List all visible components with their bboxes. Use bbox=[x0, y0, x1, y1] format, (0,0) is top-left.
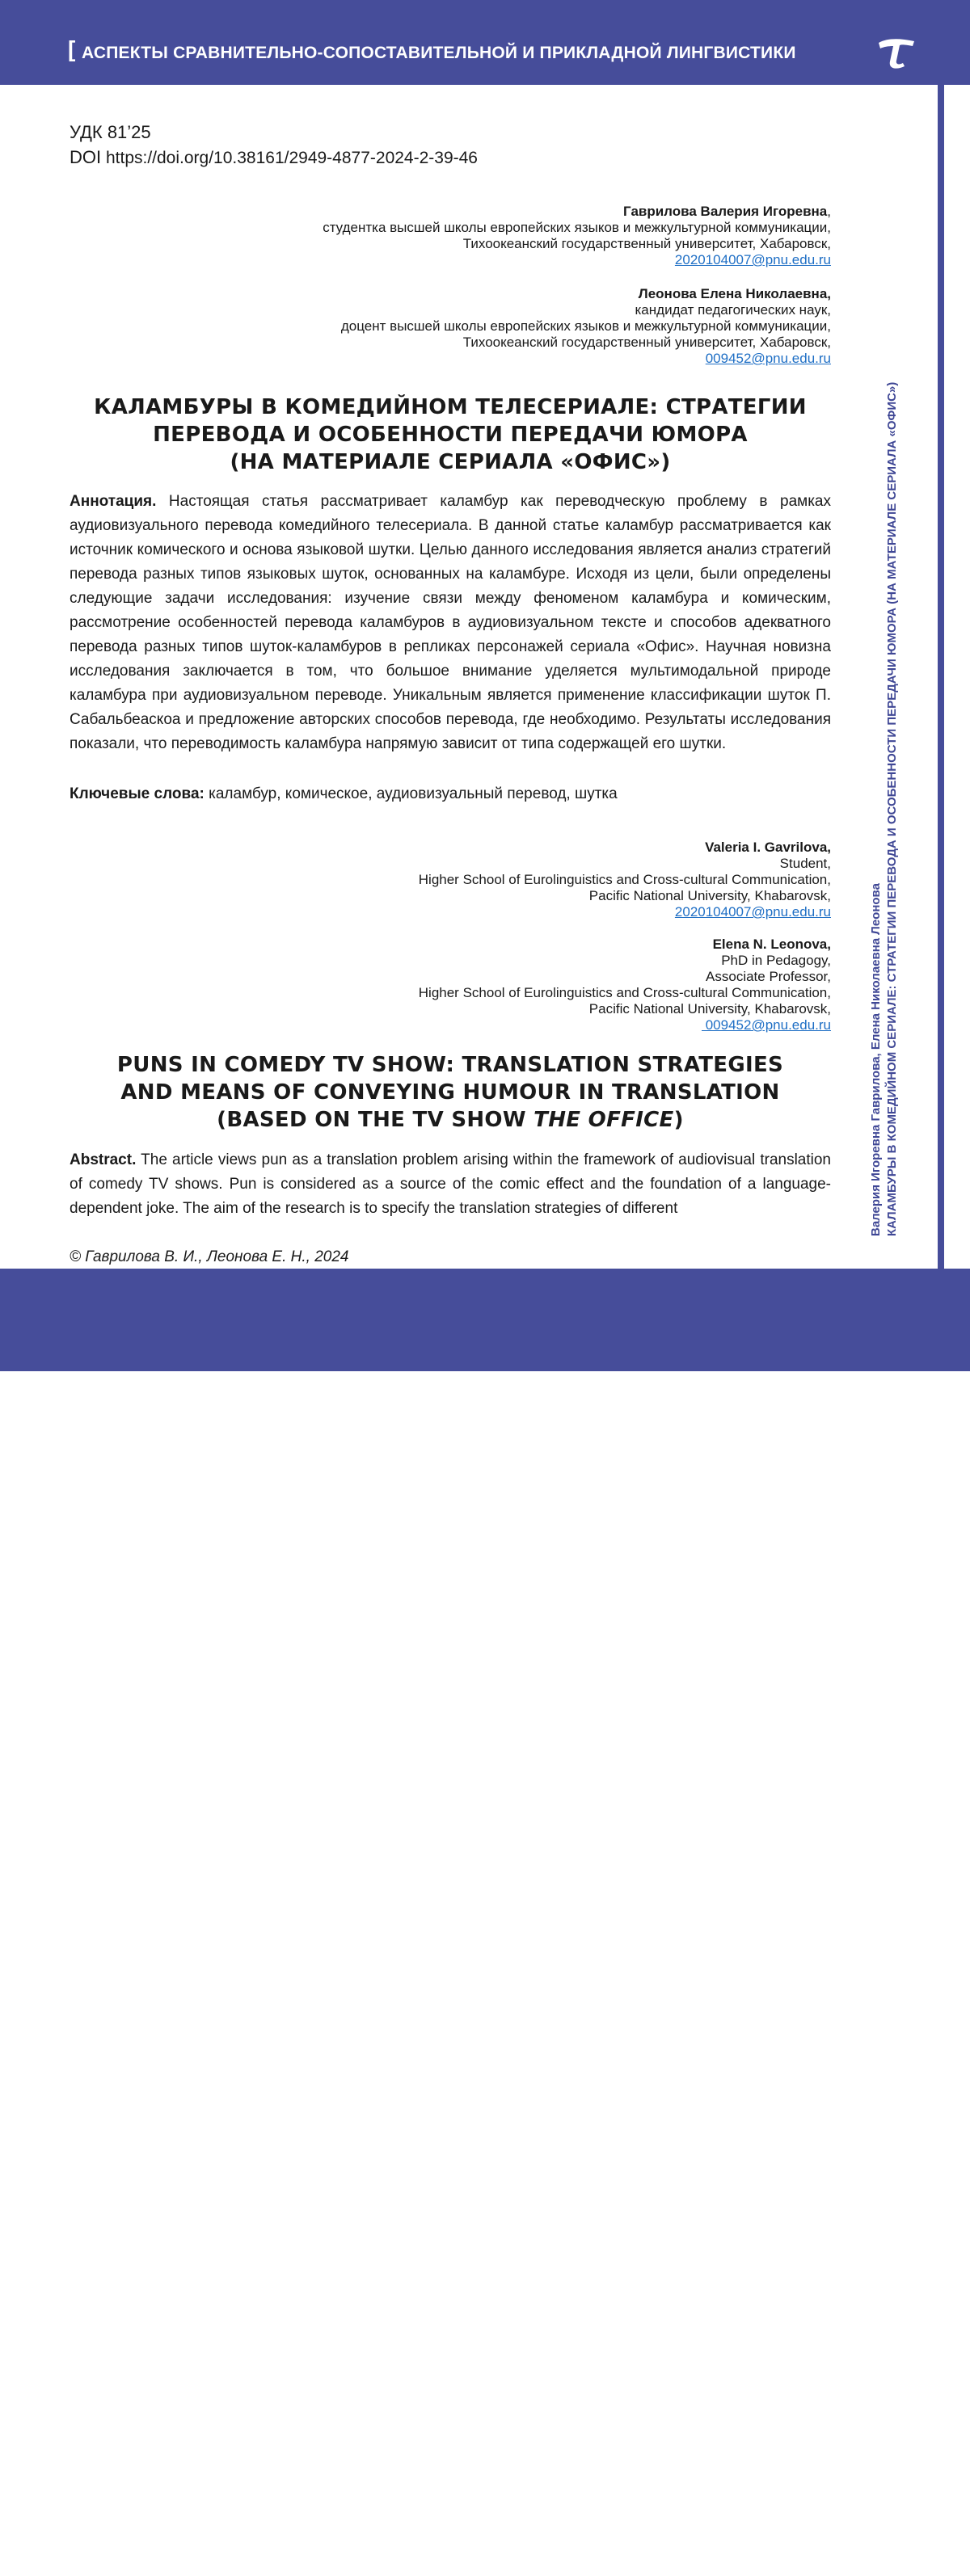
title-line-prefix: (BASED ON THE TV SHOW bbox=[217, 1108, 534, 1132]
author-name-comma: , bbox=[827, 204, 831, 219]
author-name: Леонова Елена Николаевна, bbox=[638, 286, 831, 301]
running-header-title: КАЛАМБУРЫ В КОМЕДИЙНОМ СЕРИАЛЕ: СТРАТЕГИИ ПЕРЕВОДА И ОСОБЕННОСТИ ПЕРЕДАЧИ ЮМОРА (НА МАТЕРИАЛЕ СЕРИАЛА «ОФИС») bbox=[885, 381, 899, 1236]
author-name: Elena N. Leonova, bbox=[712, 937, 831, 952]
running-header-authors: Валерия Игоревна Гаврилова, Елена Николаевна Леонова bbox=[869, 883, 883, 1236]
author-affiliation: Тихоокеанский государственный университет, Хабаровск, bbox=[462, 335, 831, 350]
author-email-link[interactable]: 2020104007@pnu.edu.ru bbox=[674, 904, 831, 920]
author-ru-2 bbox=[341, 286, 831, 367]
journal-footer-bar bbox=[0, 1269, 970, 2575]
title-line: КАЛАМБУРЫ В КОМЕДИЙНОМ ТЕЛЕСЕРИАЛЕ: СТРАТЕГИИ bbox=[94, 395, 807, 419]
author-en-2 bbox=[419, 937, 831, 1033]
abstract-ru bbox=[70, 490, 831, 756]
page-number: 39 bbox=[897, 2555, 917, 2575]
abstract-label: Аннотация. bbox=[70, 493, 157, 510]
author-affiliation: Higher School of Eurolinguistics and Cross-cultural Communication, bbox=[418, 872, 831, 887]
author-ru-1 bbox=[323, 204, 831, 268]
author-affiliation: Pacific National University, Khabarovsk, bbox=[588, 1001, 831, 1017]
author-affiliation: Pacific National University, Khabarovsk, bbox=[588, 888, 831, 903]
title-line: PUNS IN COMEDY TV SHOW: TRANSLATION STRATEGIES bbox=[116, 1053, 784, 1077]
author-email-link[interactable]: 2020104007@pnu.edu.ru bbox=[674, 252, 831, 267]
right-margin-rule bbox=[938, 85, 944, 1269]
keywords-text: каламбур, комическое, аудиовизуальный перевод, шутка bbox=[204, 785, 618, 802]
title-line: AND MEANS OF CONVEYING HUMOUR IN TRANSLATION bbox=[120, 1080, 780, 1105]
doi-label: DOI bbox=[70, 147, 102, 167]
vertical-running-header bbox=[868, 307, 909, 1236]
author-affiliation: студентка высшей школы европейских языков и межкультурной коммуникации, bbox=[323, 220, 831, 235]
doi-line bbox=[70, 149, 478, 166]
title-line-suffix: ) bbox=[673, 1108, 684, 1132]
doi-link[interactable]: https://doi.org/10.38161/2949-4877-2024-2-39-46 bbox=[105, 149, 478, 167]
title-line: ПЕРЕВОДА И ОСОБЕННОСТИ ПЕРЕДАЧИ ЮМОРА bbox=[153, 423, 748, 447]
author-name: Valeria I. Gavrilova, bbox=[705, 840, 831, 855]
abstract-text: Настоящая статья рассматривает каламбур как переводческую проблему в рамках аудиовизуального перевода комедийного телесериала. В данной статье каламбур рассматривается как источник комического и основа языковой шутки. Целью данного исследования является анализ стратегий перевода разных типов языковых шуток, основанных на каламбуре. Исходя из цели, были определены следующие задачи исследования: изучение связи между феноменом каламбура и комическим, рассмотрение особенностей перевода каламбуров в аудиовизуальном тексте и способов адекватного перевода разных типов шуток-каламбуров в репликах персонажей сериала «Офис». Научная новизна исследования заключается в том, что большое внимание уделяется мультимодальной природе каламбура при аудиовизуальном переводе. Уникальным является применение классификации шуток П. Сабальбеаскоа и предложение авторских способов перевода, где необходимо. Результаты исследования показали, что переводимость каламбура напрямую зависит от типа содержащей его шутки. bbox=[70, 493, 831, 752]
author-name: Гаврилова Валерия Игоревна bbox=[623, 204, 828, 219]
author-degree: PhD in Pedagogy, bbox=[721, 953, 831, 968]
title-line: (НА МАТЕРИАЛЕ СЕРИАЛА «ОФИС») bbox=[230, 450, 671, 474]
udk-code: УДК 81’25 bbox=[70, 122, 151, 142]
author-position: Associate Professor, bbox=[706, 969, 831, 984]
journal-section-title: АСПЕКТЫ СРАВНИТЕЛЬНО-СОПОСТАВИТЕЛЬНОЙ И ПРИКЛАДНОЙ ЛИНГВИСТИКИ bbox=[82, 44, 796, 62]
abstract-text: The article views pun as a translation problem arising within the framework of audiovisual translation of comedy TV shows. Pun is considered as a source of the comic effect and the foundation of a language-dependent joke. The aim of the research is to specify the translation strategies of different bbox=[70, 1151, 831, 1217]
author-affiliation: доцент высшей школы европейских языков и межкультурной коммуникации, bbox=[340, 318, 831, 334]
journal-logo-icon bbox=[875, 36, 917, 69]
author-affiliation: Тихоокеанский государственный университет, Хабаровск, bbox=[462, 236, 831, 251]
author-position: Student, bbox=[779, 856, 831, 871]
keywords-label: Ключевые слова: bbox=[70, 785, 205, 802]
copyright-notice: © Гаврилова В. И., Леонова Е. Н., 2024 bbox=[70, 1248, 349, 1265]
keywords-ru bbox=[70, 784, 831, 805]
article-title-ru bbox=[70, 394, 831, 476]
author-email-link[interactable]: 009452@pnu.edu.ru bbox=[702, 1017, 831, 1033]
abstract-en bbox=[70, 1148, 831, 1221]
article-title-en bbox=[70, 1051, 831, 1134]
author-email-link[interactable]: 009452@pnu.edu.ru bbox=[705, 351, 831, 366]
header-bracket: [ bbox=[68, 36, 76, 61]
author-en-1 bbox=[419, 840, 831, 920]
journal-header-bar bbox=[0, 0, 970, 85]
author-affiliation: Higher School of Eurolinguistics and Cross-cultural Communication, bbox=[418, 985, 831, 1000]
title-line bbox=[70, 1106, 831, 1134]
abstract-label: Abstract. bbox=[70, 1151, 137, 1168]
title-show-name: THE OFFICE bbox=[534, 1108, 674, 1132]
author-degree: кандидат педагогических наук, bbox=[635, 302, 831, 318]
